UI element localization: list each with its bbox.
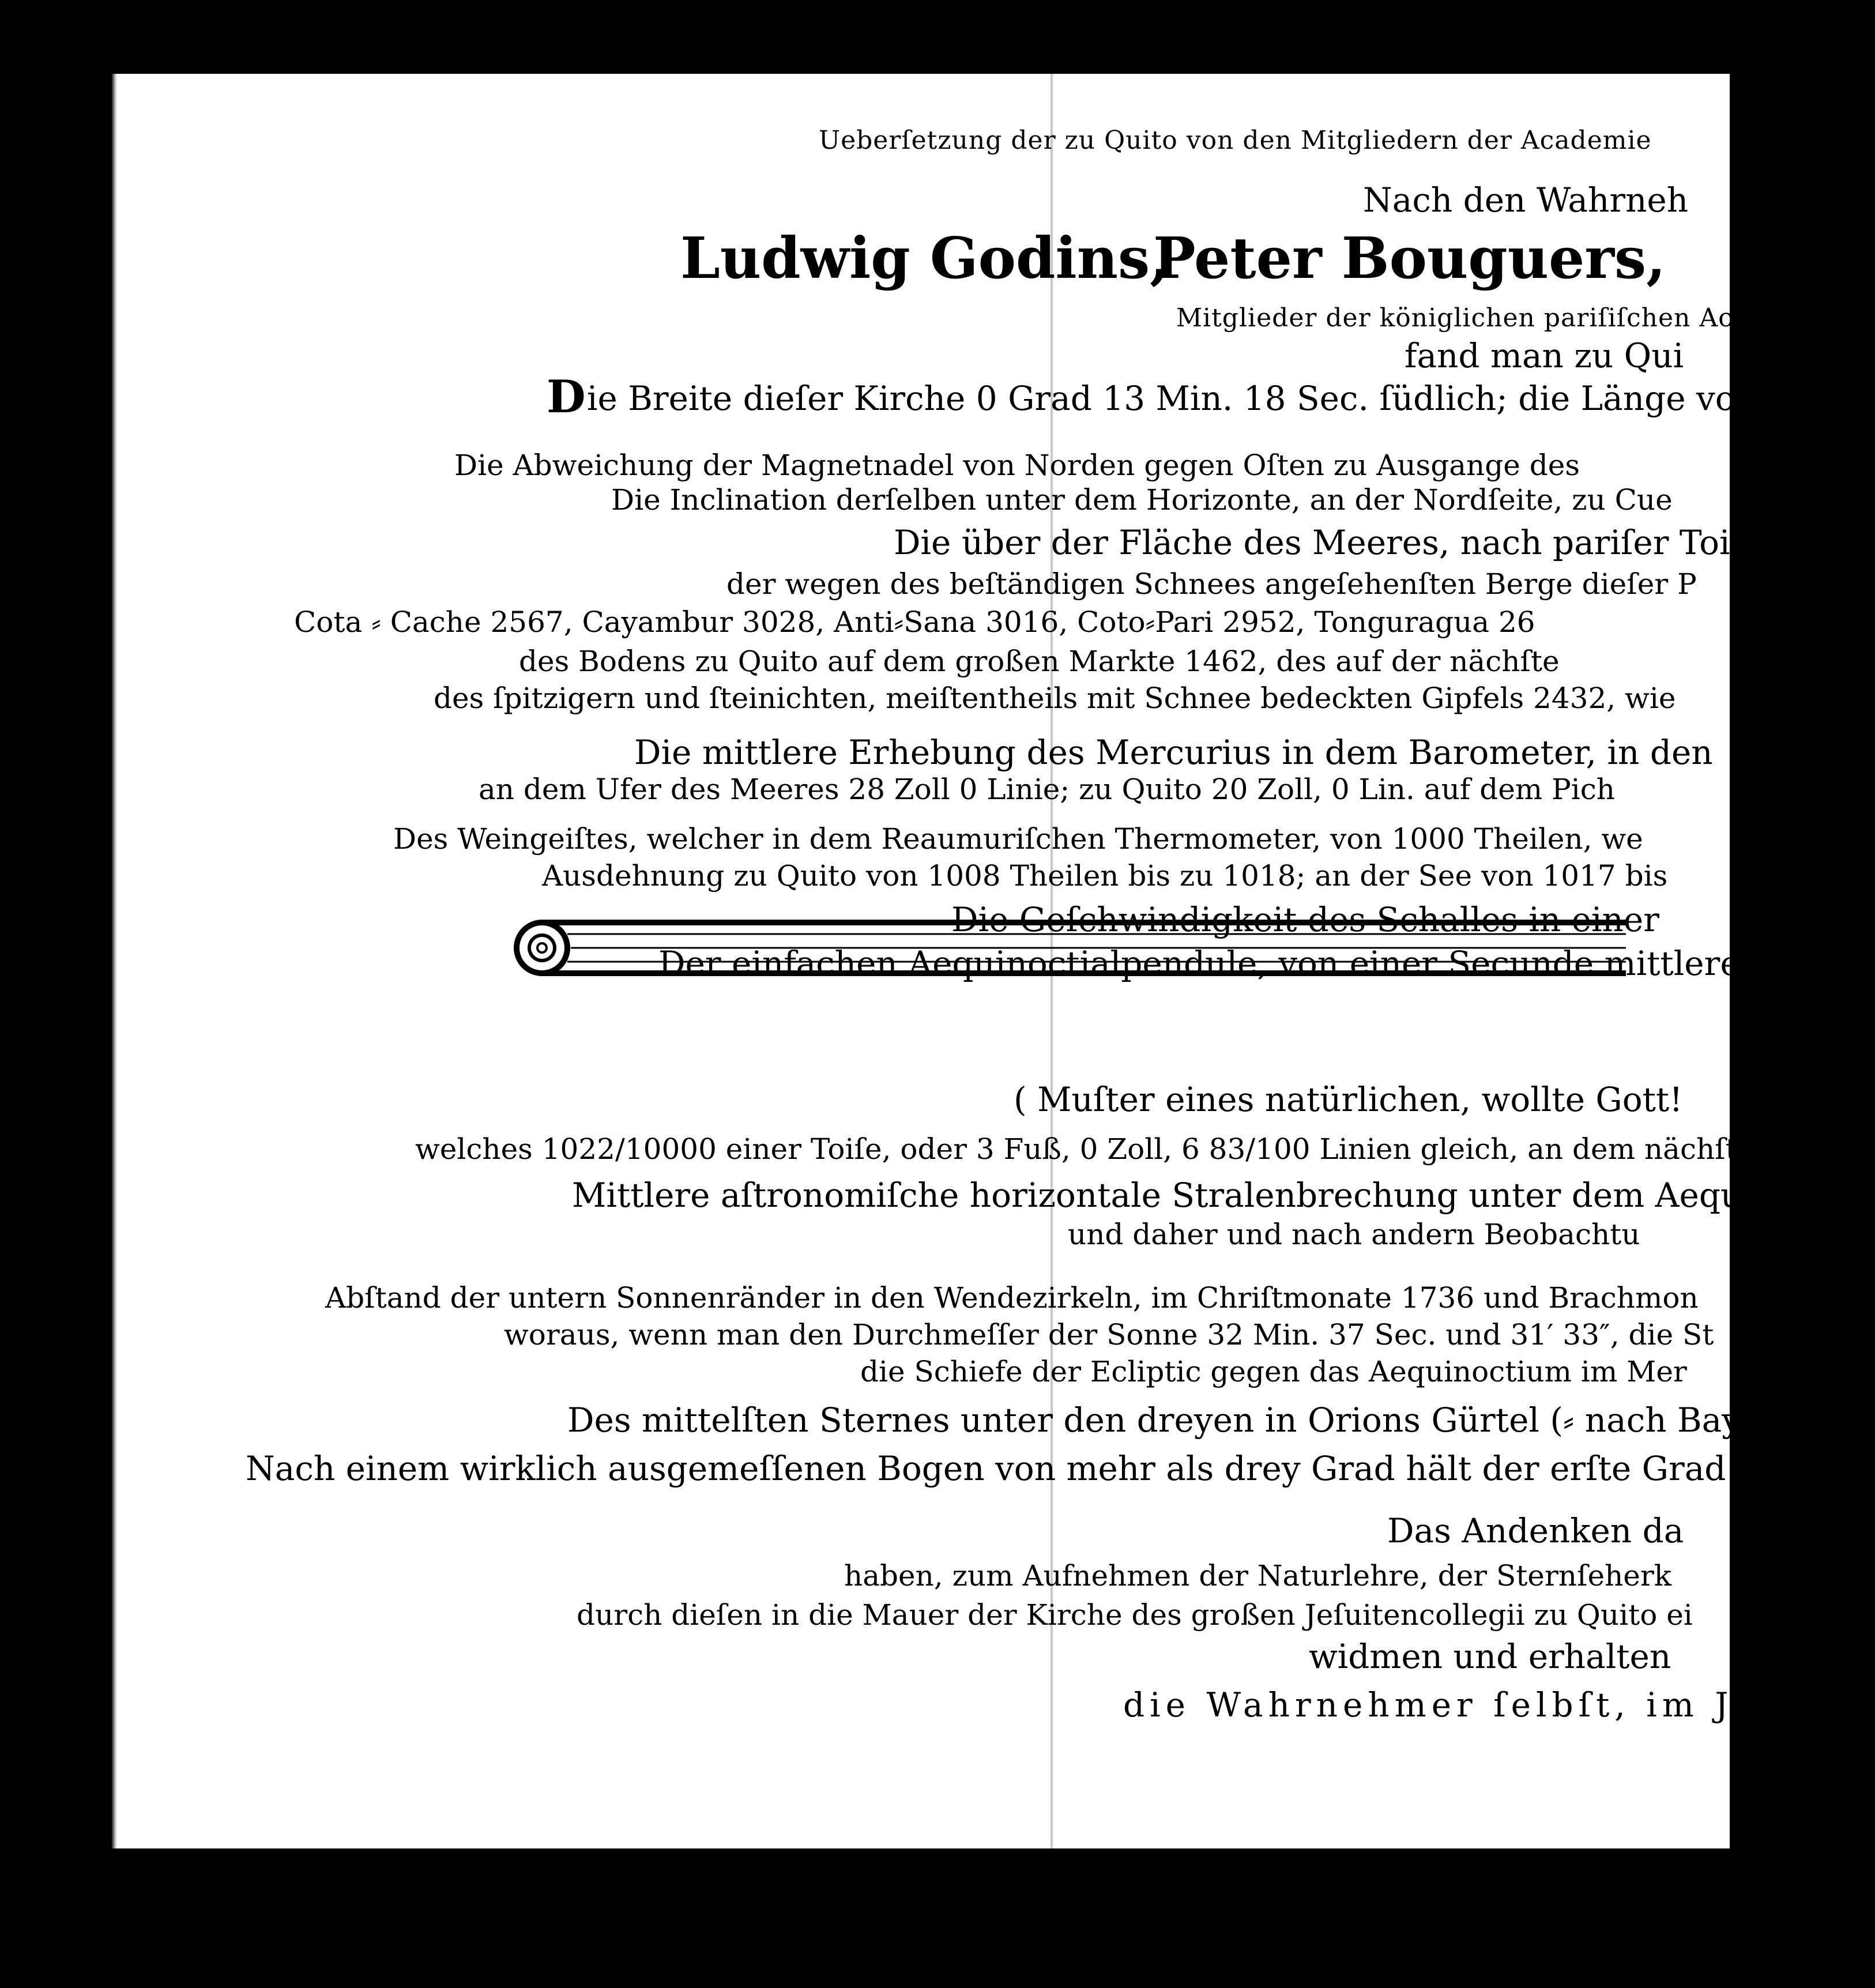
ecliptic-line: die Schiefe der Ecliptic gegen das Aequinoctium im Mer xyxy=(860,1355,1687,1388)
observers-signature-line: die Wahrnehmer ſelbſt, im J xyxy=(1123,1685,1734,1725)
thermometer-line: Des Weingeiſtes, welcher in dem Reaumuriſchen Thermometer, von 1000 Theilen, we xyxy=(393,822,1643,856)
observer-name-godin: Ludwig Godins, xyxy=(680,225,1170,292)
latitude-line: ie Breite dieſer Kirche 0 Grad 13 Min. 18 Sec. ſüdlich; die Länge von xyxy=(587,379,1757,418)
summit-line: des ſpitzigern und ſteinichten, meiſtentheils mit Schnee bedeckten Gipfels 2432, wie xyxy=(434,682,1676,715)
dedicate-line: widmen und erhalten xyxy=(1309,1637,1671,1676)
declination-line: Die Abweichung der Magnetnadel von Norden gegen Oſten zu Ausgange des xyxy=(454,449,1580,482)
natural-measure-line: ( Muſter eines natürlichen, wollte Gott! xyxy=(1014,1080,1683,1119)
degree-measure-line: Nach einem wirklich ausgemeſſenen Bogen von mehr als drey Grad hält der erſte Grad der xyxy=(246,1449,1794,1488)
jesuit-college-line: durch dieſen in die Mauer der Kirche des großen Jeſuitencollegii zu Quito ei xyxy=(577,1598,1693,1632)
found-at-quito-line: fand man zu Qui xyxy=(1405,336,1684,375)
tropics-distance-line: Abſtand der untern Sonnenränder in den Wendezirkeln, im Chriſtmonate 1736 und Brachmon xyxy=(325,1281,1699,1315)
natural-science-line: haben, zum Aufnehmen der Naturlehre, der Sternſeherk xyxy=(844,1559,1672,1592)
thermometer-values-line: Ausdehnung zu Quito von 1008 Theilen bis zu 1018; an der See von 1017 bis xyxy=(542,859,1668,893)
memory-line: Das Andenken da xyxy=(1387,1511,1684,1550)
mountain-heights-line: Cota ⸗ Cache 2567, Cayambur 3028, Anti⸗Sana 3016, Coto⸗Pari 2952, Tonguragua 26 xyxy=(294,605,1535,639)
orion-line: Des mittelſten Sternes unter den dreyen in Orions Gürtel (⸗ nach Bayern) xyxy=(567,1400,1811,1440)
translation-heading: Ueberſetzung der zu Quito von den Mitgliedern der Academie xyxy=(819,126,1652,155)
toise-line: welches 1022/10000 einer Toiſe, oder 3 Fuß, 0 Zoll, 6 83/100 Linien gleich, an dem nächſten Ufer d xyxy=(415,1132,1875,1166)
observers-intro-line: Nach den Wahrneh xyxy=(1363,180,1689,220)
refraction-line: Mittlere aſtronomiſche horizontale Stralenbrechung unter dem Aequator; an xyxy=(572,1176,1875,1215)
barometer-line: Die mittlere Erhebung des Mercurius in dem Barometer, in den xyxy=(634,733,1713,772)
observer-name-bouguer: Peter Bouguers, xyxy=(1153,225,1666,292)
barometer-values-line: an dem Ufer des Meeres 28 Zoll 0 Linie; zu Quito 20 Zoll, 0 Lin. auf dem Pich xyxy=(479,773,1615,806)
pendulum-rule-ornament xyxy=(507,911,1626,986)
elevation-heading: Die über der Fläche des Meeres, nach pariſer Toiſe xyxy=(894,523,1763,562)
quito-ground-line: des Bodens zu Quito auf dem großen Markte 1462, des auf der nächſte xyxy=(519,645,1560,678)
refraction-followup-line: und daher und nach andern Beobachtu xyxy=(1068,1218,1640,1251)
pendulum-line: Der einfachen Aequinoctialpendule, von einer Secunde mittlerer Zeit, xyxy=(658,944,1844,983)
academy-members-line: Mitglieder der königlichen pariſiſchen Aca xyxy=(1176,303,1749,333)
sun-diameter-line: woraus, wenn man den Durchmeſſer der Sonne 32 Min. 37 Sec. und 31′ 33″, die St xyxy=(504,1318,1714,1351)
inclination-line: Die Inclination derſelben unter dem Horizonte, an der Nordſeite, zu Cue xyxy=(611,483,1673,517)
sound-speed-line: Die Geſchwindigkeit des Schalles in einer xyxy=(951,900,1659,939)
mountains-line: der wegen des beſtändigen Schnees angeſehenſten Berge dieſer P xyxy=(726,567,1697,601)
drop-capital: D xyxy=(547,371,586,423)
